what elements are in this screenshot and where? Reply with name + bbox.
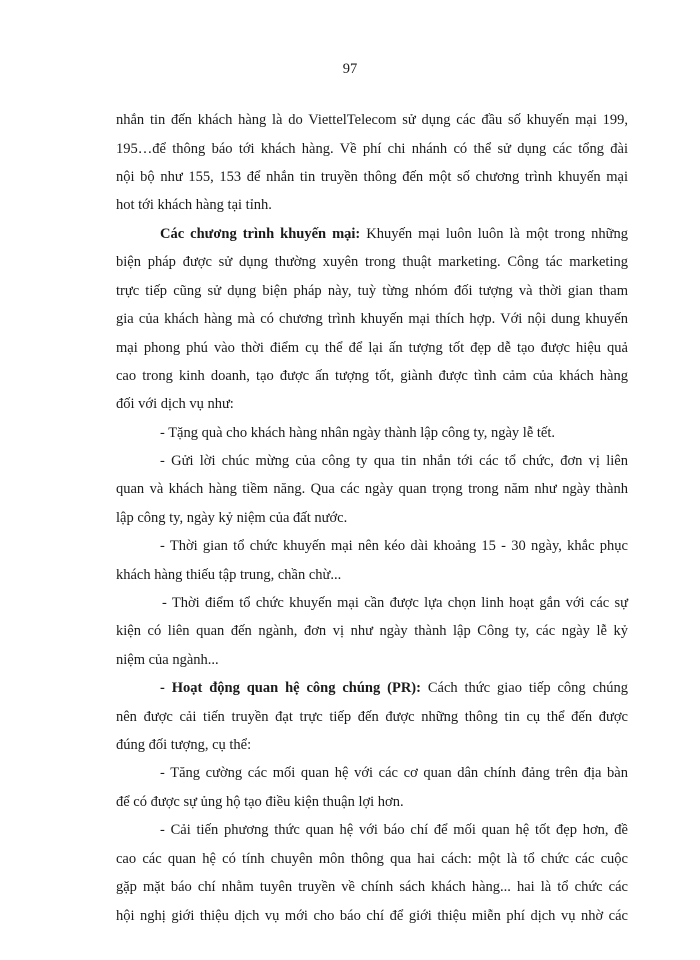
text-line: cao trong kinh doanh, tạo được ấn tượng tốt, giành được tình cảm của khách hàng (116, 368, 628, 384)
list-item: - Thời gian tổ chức khuyến mại nên kéo dài khoảng 15 - 30 ngày, khắc phục (160, 538, 628, 554)
text-line: niệm của ngành... (116, 652, 219, 668)
page-number: 97 (342, 61, 358, 77)
list-item: - Tăng cường các mối quan hệ với các cơ quan dân chính đảng trên địa bàn (160, 765, 628, 781)
text-line: cao các quan hệ có tính chuyên môn thông qua hai cách: một là tổ chức các cuộc (116, 851, 628, 867)
text-line: biện pháp được sử dụng thường xuyên trong thuật marketing. Công tác marketing (116, 254, 628, 270)
text-line: 195…để thông báo tới khách hàng. Về phí chi nhánh có thể sử dụng các tổng đài (116, 141, 628, 157)
text-line: đúng đối tượng, cụ thể: (116, 737, 252, 753)
text-line: hội nghị giới thiệu dịch vụ mới cho báo chí để giới thiệu miễn phí dịch vụ nhờ các (116, 908, 628, 924)
text-line: gặp mặt báo chí nhằm tuyên truyền về chính sách khách hàng... hai là tổ chức các (116, 879, 628, 895)
text-line: đối với dịch vụ như: (116, 396, 234, 412)
text-line: khách hàng thiếu tập trung, chần chừ... (116, 567, 342, 583)
text-line: Các chương trình khuyến mại: Khuyến mại luôn luôn là một trong những (160, 226, 628, 242)
text-line: nên được cải tiến truyền đạt trực tiếp đến được những thông tin cụ thể đến được (116, 709, 628, 725)
text-line: nhắn tin đến khách hàng là do ViettelTelecom sử dụng các đầu số khuyến mại 199, (116, 112, 628, 128)
text-line: lập công ty, ngày kỷ niệm của đất nước. (116, 510, 348, 526)
text-line: hot tới khách hàng tại tỉnh. (116, 197, 272, 213)
section-heading: Các chương trình khuyến mại: (160, 226, 361, 242)
text-line: kiện có liên quan đến ngành, đơn vị như ngày thành lập Công ty, các ngày lễ kỷ (116, 623, 628, 639)
list-item: - Tặng quà cho khách hàng nhân ngày thành lập công ty, ngày lễ tết. (160, 425, 556, 441)
text-line: mại phong phú vào thời điểm cụ thể để lại ấn tượng tốt đẹp dễ tạo được hiệu quả (116, 340, 628, 356)
text-line: quan và khách hàng tiềm năng. Qua các ngày quan trọng trong năm như ngày thành (116, 481, 628, 497)
text-line: để có được sự ủng hộ tạo điều kiện thuận lợi hơn. (116, 794, 404, 810)
list-item: - Thời điểm tổ chức khuyến mại cần được lựa chọn linh hoạt gắn với các sự (162, 595, 628, 611)
text-line: - Hoạt động quan hệ công chúng (PR): Cách thức giao tiếp công chúng (160, 680, 628, 696)
list-item: - Gửi lời chúc mừng của công ty qua tin nhắn tới các tổ chức, đơn vị liên (160, 453, 628, 469)
text-line: gia của khách hàng mà có chương trình khuyến mại thích hợp. Với nội dung khuyến (116, 311, 628, 327)
text-line: trực tiếp cũng sử dụng biện pháp này, tuỳ từng nhóm đối tượng và thời gian tham (116, 283, 628, 299)
list-item: - Cải tiến phương thức quan hệ với báo chí để mối quan hệ tốt đẹp hơn, đề (160, 822, 628, 838)
section-heading: - Hoạt động quan hệ công chúng (PR): (160, 680, 421, 696)
text-line: nội bộ như 155, 153 để nhắn tin truyền thông đến một số chương trình khuyến mại (116, 169, 628, 185)
